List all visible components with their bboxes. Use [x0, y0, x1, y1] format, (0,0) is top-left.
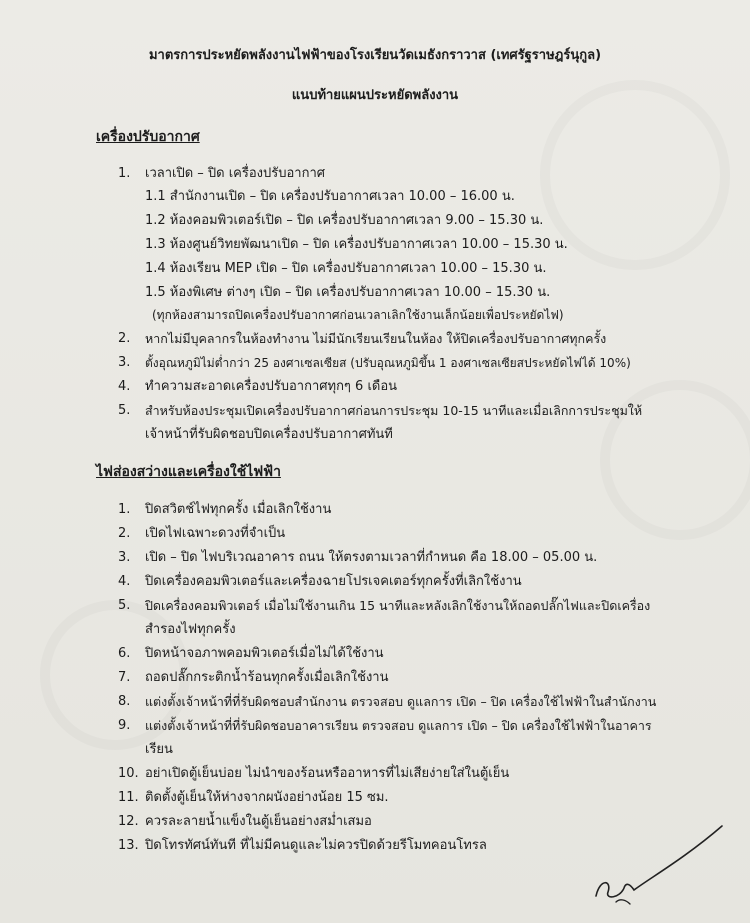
list-item-text: อย่าเปิดตู้เย็นบ่อย ไม่นำของร้อนหรืออาหารที่ไม่เสียง่ายใส่ในตู้เย็น [145, 766, 510, 781]
document-subtitle: แนบท้ายแผนประหยัดพลังงาน [291, 88, 459, 103]
list-item-number: 1. [118, 166, 131, 181]
sub-item: 1.2 ห้องคอมพิวเตอร์เปิด – ปิด เครื่องปรับอากาศเวลา 9.00 – 15.30 น. [145, 213, 544, 228]
list-item-text: ปิดหน้าจอภาพคอมพิวเตอร์เมื่อไม่ได้ใช้งาน [145, 646, 384, 661]
list-item-text-continued: สำรองไฟทุกครั้ง [145, 622, 236, 637]
list-item-text: ปิดสวิตช์ไฟทุกครั้ง เมื่อเลิกใช้งาน [145, 502, 332, 517]
list-item-number: 1. [118, 502, 131, 517]
list-item-number: 8. [118, 694, 131, 709]
list-item-number: 5. [118, 598, 131, 613]
list-item-text: ถอดปลั๊กกระติกน้ำร้อนทุกครั้งเมื่อเลิกใช้งาน [145, 670, 389, 685]
list-item-text: หากไม่มีบุคลากรในห้องทำงาน ไม่มีนักเรียนเรียนในห้อง ให้ปิดเครื่องปรับอากาศทุกครั้ง [145, 331, 607, 346]
list-item-number: 9. [118, 718, 131, 733]
list-item-number: 5. [118, 403, 131, 418]
watermark-circle [540, 80, 730, 270]
sub-item: 1.1 สำนักงานเปิด – ปิด เครื่องปรับอากาศเวลา 10.00 – 16.00 น. [145, 189, 515, 204]
list-item-number: 13. [118, 838, 139, 853]
list-item-number: 4. [118, 574, 131, 589]
list-item-text: เปิด – ปิด ไฟบริเวณอาคาร ถนน ให้ตรงตามเวลาที่กำหนด คือ 18.00 – 05.00 น. [145, 550, 598, 565]
list-item-number: 3. [118, 355, 131, 370]
list-item-text: แต่งตั้งเจ้าหน้าที่ที่รับผิดชอบอาคารเรียน ตรวจสอบ ดูแลการ เปิด – ปิด เครื่องใช้ไฟฟ้าในอาคาร [145, 718, 652, 733]
list-item-text: แต่งตั้งเจ้าหน้าที่ที่รับผิดชอบสำนักงาน ตรวจสอบ ดูแลการ เปิด – ปิด เครื่องใช้ไฟฟ้าในสำนักงาน [145, 694, 657, 709]
sub-item: 1.3 ห้องศูนย์วิทยพัฒนาเปิด – ปิด เครื่องปรับอากาศเวลา 10.00 – 15.30 น. [145, 237, 568, 252]
list-item-number: 6. [118, 646, 131, 661]
list-item-number: 7. [118, 670, 131, 685]
list-item-text: ปิดเครื่องคอมพิวเตอร์ เมื่อไม่ใช้งานเกิน 15 นาทีและหลังเลิกใช้งานให้ถอดปลั๊กไฟและปิดเครื่อง [145, 598, 651, 613]
list-item-text: ตั้งอุณหภูมิไม่ต่ำกว่า 25 องศาเซลเซียส (ปรับอุณหภูมิขึ้น 1 องศาเซลเซียสประหยัดไฟได้ 10%) [145, 356, 631, 370]
list-item-text: ปิดเครื่องคอมพิวเตอร์และเครื่องฉายโปรเจคเตอร์ทุกครั้งที่เลิกใช้งาน [145, 574, 522, 589]
list-item-number: 2. [118, 526, 131, 541]
list-item-number: 11. [118, 790, 139, 805]
section-heading-air-conditioner: เครื่องปรับอากาศ [96, 129, 200, 145]
list-item-text-continued: เจ้าหน้าที่รับผิดชอบปิดเครื่องปรับอากาศทันที [145, 427, 393, 442]
list-item-text: สำหรับห้องประชุมเปิดเครื่องปรับอากาศก่อนการประชุม 10-15 นาทีและเมื่อเลิกการประชุมให้ [145, 403, 643, 418]
handwritten-signature [590, 818, 730, 908]
list-item-text: ทำความสะอาดเครื่องปรับอากาศทุกๆ 6 เดือน [145, 379, 398, 394]
list-item-text: ปิดโทรทัศน์ทันที ที่ไม่มีคนดูและไม่ควรปิดด้วยรีโมทคอนโทรล [145, 838, 487, 853]
list-item-number: 3. [118, 550, 131, 565]
document-title: มาตรการประหยัดพลังงานไฟฟ้าของโรงเรียนวัดเมธังกราวาส (เทศรัฐราษฎร์นุกูล) [148, 48, 602, 63]
list-item-text-continued: เรียน [145, 742, 173, 757]
list-item-text: ติดตั้งตู้เย็นให้ห่างจากผนังอย่างน้อย 15 ซม. [145, 790, 389, 805]
sub-item-note: (ทุกห้องสามารถปิดเครื่องปรับอากาศก่อนเวลาเลิกใช้งานเล็กน้อยเพื่อประหยัดไฟ) [152, 308, 564, 322]
sub-item: 1.5 ห้องพิเศษ ต่างๆ เปิด – ปิด เครื่องปรับอากาศเวลา 10.00 – 15.30 น. [145, 285, 551, 300]
list-item-number: 10. [118, 766, 139, 781]
list-item-number: 4. [118, 379, 131, 394]
section-heading-lighting-appliances: ไฟส่องสว่างและเครื่องใช้ไฟฟ้า [96, 464, 281, 480]
sub-item: 1.4 ห้องเรียน MEP เปิด – ปิด เครื่องปรับอากาศเวลา 10.00 – 15.30 น. [145, 261, 547, 276]
list-item-number: 12. [118, 814, 139, 829]
list-item-text: ควรละลายน้ำแข็งในตู้เย็นอย่างสม่ำเสมอ [145, 814, 372, 829]
list-item-number: 2. [118, 331, 131, 346]
list-item-text: เปิดไฟเฉพาะดวงที่จำเป็น [145, 526, 286, 541]
list-item-text: เวลาเปิด – ปิด เครื่องปรับอากาศ [145, 166, 326, 181]
